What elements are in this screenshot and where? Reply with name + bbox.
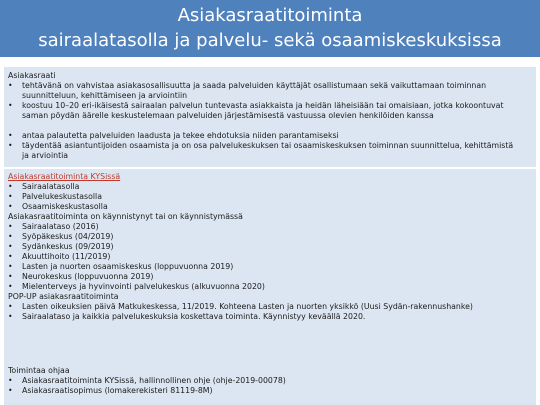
bullet-icon: • (8, 252, 13, 261)
list-item-text: Sairaalataso (2016) (22, 222, 99, 231)
bullet-icon: • (8, 182, 13, 191)
list-item-text: Neurokeskus (loppuvuonna 2019) (22, 272, 154, 281)
bullet-icon: • (8, 262, 13, 271)
list-item-text: tehtävänä on vahvistaa asiakasosallisuutta ja saada palveluiden käyttäjät osallistumaan sekä vaikuttamaan toiminnan suunnitteluun, kehittämiseen ja arviointiin (22, 81, 487, 100)
asiakasraati-section (4, 67, 536, 167)
list-item-text: täydentää asiantuntijoiden osaamista ja on osa palvelukeskuksen tai osaamiskeskuksen toiminnan suunnittelua, kehittämistä ja arviointia (22, 141, 514, 160)
list-item-text: Mielenterveys ja hyvinvointi palvelukeskus (alkuvuonna 2020) (22, 282, 265, 291)
list-item-text: Lasten ja nuorten osaamiskeskus (loppuvuonna 2019) (22, 262, 234, 271)
bullet-icon: • (8, 302, 13, 311)
list-item-text: antaa palautetta palveluiden laadusta ja tekee ehdotuksia niiden parantamiseksi (22, 131, 339, 140)
section-heading-link[interactable]: Asiakasraatitoiminta KYSissä (8, 172, 121, 181)
bullet-icon: • (8, 202, 13, 211)
bullet-icon: • (8, 222, 13, 231)
bullet-icon: • (8, 242, 13, 251)
list-item-text: Asiakasraatitoiminta KYSissä, hallinnollinen ohje (ohje-2019-00078) (22, 376, 286, 385)
list-item-text: Akuuttihoito (11/2019) (22, 252, 111, 261)
list-item-text: Palvelukeskustasolla (22, 192, 102, 201)
bullet-icon: • (8, 192, 13, 201)
bullet-icon: • (8, 101, 13, 110)
list-item-text: koostuu 10–20 eri-ikäisestä sairaalan palvelun tuntevasta asiakkaista ja heidän läheisiään tai omaisiaan, jotka kokoontuvat saman pöydän äärelle keskustelemaan palveluiden järjestämisestä vastuussa olevien henkilöiden kanssa (22, 101, 504, 120)
list-item-text: Lasten oikeuksien päivä Matkukeskessa, 11/2019. Kohteena Lasten ja nuorten yksikkö (Uusi Sydän-rakennushanke) (22, 302, 473, 311)
bullet-icon: • (8, 232, 13, 241)
ohjaa-heading: Toimintaa ohjaa (8, 366, 70, 375)
header-banner (0, 0, 540, 57)
list-item-text: Sairaalataso ja kaikkia palvelukeskuksia koskettava toiminta. Käynnistyy keväällä 2020. (22, 312, 366, 321)
bullet-icon: • (8, 272, 13, 281)
list-item-text: Sairaalatasolla (22, 182, 80, 191)
bullet-icon: • (8, 131, 13, 140)
kys-section (4, 169, 536, 405)
bullet-icon: • (8, 376, 13, 385)
popup-heading: POP-UP asiakasraatitoiminta (8, 292, 119, 301)
subheading: Asiakasraatitoiminta on käynnistynyt tai on käynnistymässä (8, 212, 243, 221)
bullet-icon: • (8, 386, 13, 395)
page-title-line-1: Asiakasraatitoiminta (177, 5, 363, 26)
page-title-line-2: sairaalatasolla ja palvelu- sekä osaamiskeskuksissa (38, 30, 502, 51)
list-item-text: Syöpäkeskus (04/2019) (22, 232, 114, 241)
list-item-text: Osaamiskeskustasolla (22, 202, 108, 211)
bullet-icon: • (8, 312, 13, 321)
bullet-icon: • (8, 282, 13, 291)
bullet-icon: • (8, 141, 13, 150)
list-item-text: Asiakasraatisopimus (lomakerekisteri 81119-8M) (22, 386, 213, 395)
section-heading: Asiakasraati (8, 71, 56, 80)
list-item-text: Sydänkeskus (09/2019) (22, 242, 114, 251)
bullet-icon: • (8, 81, 13, 90)
